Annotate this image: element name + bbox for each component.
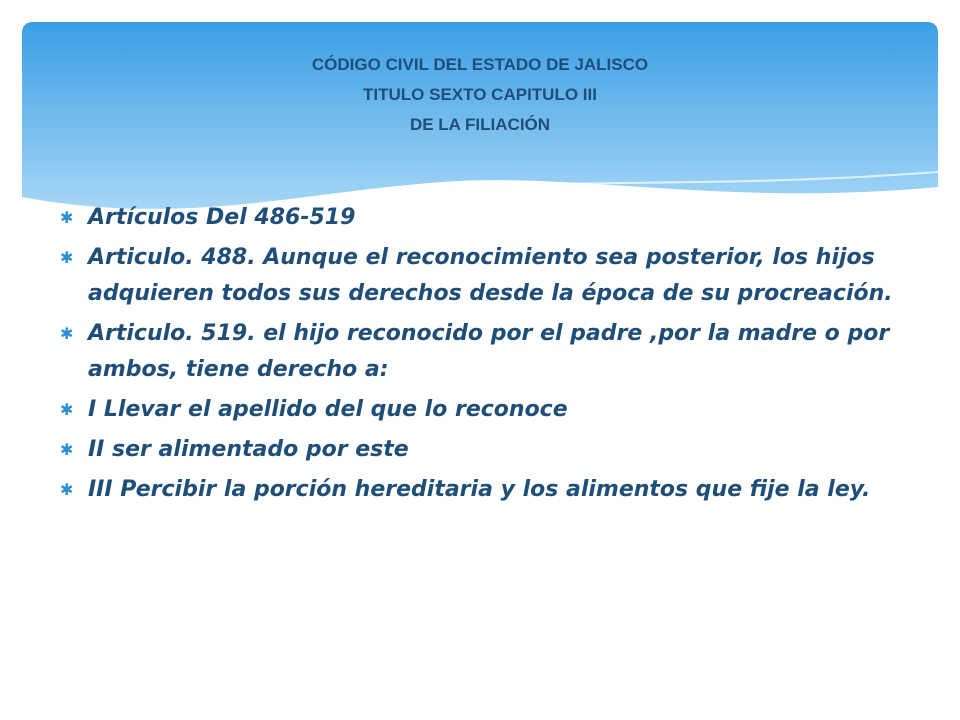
asterisk-bullet-icon: ✱ bbox=[60, 324, 74, 343]
bullet-text: II ser alimentado por este bbox=[88, 437, 409, 462]
bullet-text: Articulo. 488. Aunque el reconocimiento sea posterior, los hijos adquieren todos sus derechos desde la época de su procreación. bbox=[88, 245, 893, 306]
bullet-text: Artículos Del 486-519 bbox=[88, 205, 356, 230]
asterisk-bullet-icon: ✱ bbox=[60, 248, 74, 267]
list-item bbox=[60, 200, 900, 236]
slide-title bbox=[22, 50, 938, 140]
list-item bbox=[60, 472, 900, 508]
title-line-3: DE LA FILIACIÓN bbox=[409, 115, 551, 134]
asterisk-bullet-icon: ✱ bbox=[60, 400, 74, 419]
bullet-text: III Percibir la porción hereditaria y los alimentos que fije la ley. bbox=[88, 477, 871, 502]
asterisk-bullet-icon: ✱ bbox=[60, 440, 74, 459]
bullet-text: Articulo. 519. el hijo reconocido por el padre ,por la madre o por ambos, tiene derecho a: bbox=[88, 321, 890, 382]
title-line-2: TITULO SEXTO CAPITULO III bbox=[363, 85, 597, 104]
bullet-list bbox=[60, 200, 900, 512]
bullet-text: I Llevar el apellido del que lo reconoce bbox=[88, 397, 568, 422]
asterisk-bullet-icon: ✱ bbox=[60, 208, 74, 227]
title-line-1: CÓDIGO CIVIL DEL ESTADO DE JALISCO bbox=[311, 55, 649, 74]
asterisk-bullet-icon: ✱ bbox=[60, 480, 74, 499]
list-item bbox=[60, 240, 900, 312]
list-item bbox=[60, 432, 900, 468]
list-item bbox=[60, 316, 900, 388]
list-item bbox=[60, 392, 900, 428]
